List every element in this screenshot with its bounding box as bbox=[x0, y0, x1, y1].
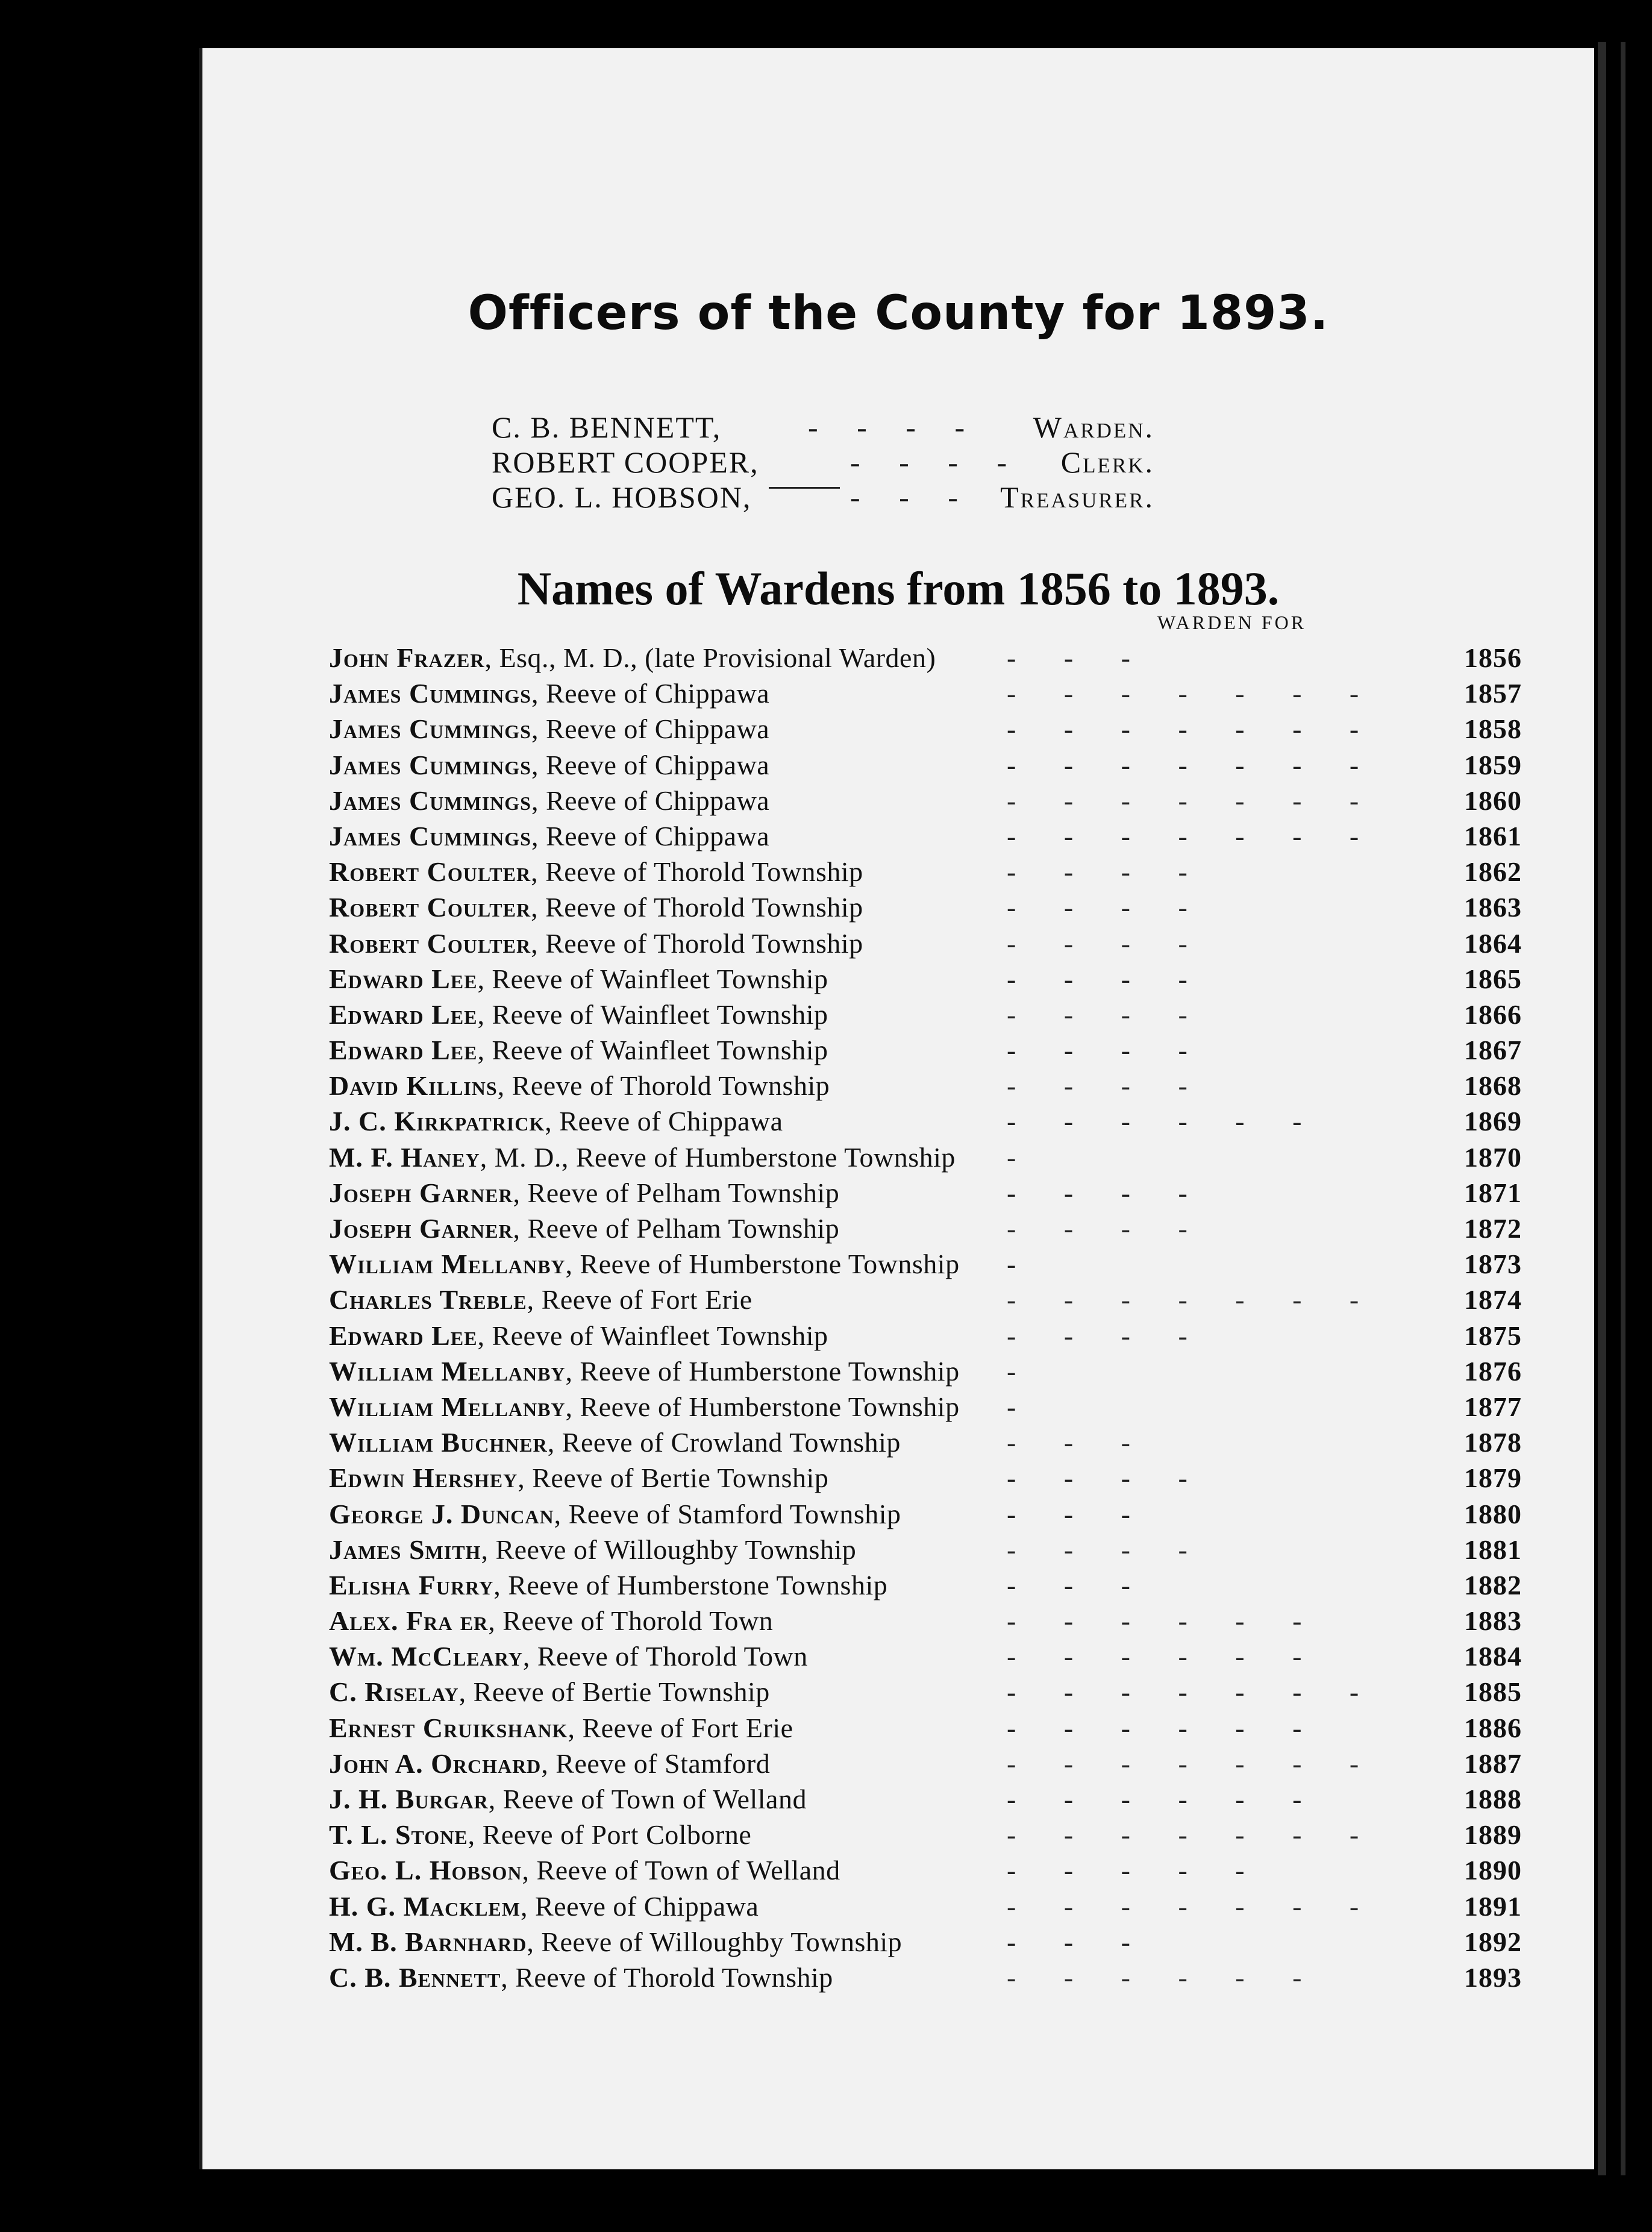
warden-name: J. C. Kirkpatrick bbox=[329, 1106, 545, 1137]
warden-year: 1885 bbox=[1464, 1676, 1522, 1708]
warden-role: , Reeve of Wainfleet Township bbox=[477, 998, 828, 1030]
warden-year: 1863 bbox=[1464, 892, 1522, 923]
warden-year: 1874 bbox=[1464, 1284, 1522, 1315]
warden-row bbox=[329, 1781, 1522, 1817]
officer-name: C. B. BENNETT, bbox=[492, 410, 722, 444]
warden-role: , Reeve of Thorold Township bbox=[497, 1070, 830, 1102]
warden-role: , Esq., M. D., (late Provisional Warden) bbox=[484, 642, 936, 673]
wardens-list bbox=[329, 640, 1522, 1995]
warden-role: , Reeve of Humberstone Township bbox=[565, 1391, 960, 1422]
warden-role: , Reeve of Humberstone Township bbox=[493, 1569, 888, 1600]
warden-name: Wm. McCleary bbox=[329, 1641, 523, 1672]
page-edge-shadow-outer bbox=[1621, 42, 1625, 2175]
warden-row bbox=[329, 1282, 1522, 1317]
document-page bbox=[199, 48, 1594, 2169]
warden-row bbox=[329, 854, 1522, 889]
warden-year: 1888 bbox=[1464, 1784, 1522, 1814]
warden-year: 1892 bbox=[1464, 1926, 1522, 1957]
warden-role: , Reeve of Wainfleet Township bbox=[477, 963, 828, 994]
warden-name: M. B. Barnhard bbox=[329, 1926, 527, 1957]
warden-row bbox=[329, 1068, 1522, 1103]
warden-year: 1867 bbox=[1464, 1035, 1522, 1066]
warden-name: William Mellanby bbox=[329, 1249, 566, 1280]
warden-year: 1873 bbox=[1464, 1249, 1522, 1280]
warden-role: , Reeve of Town of Welland bbox=[488, 1784, 807, 1814]
leader-dashes: - - - - - - - bbox=[1007, 1890, 1380, 1922]
column-header: WARDEN FOR bbox=[1157, 612, 1307, 633]
warden-role: , Reeve of Wainfleet Township bbox=[477, 1320, 828, 1351]
warden-row bbox=[329, 1746, 1522, 1781]
warden-name: Robert Coulter bbox=[329, 927, 531, 959]
warden-name: James Smith bbox=[329, 1534, 481, 1565]
warden-year: 1862 bbox=[1464, 856, 1522, 888]
leader-dashes: - - - - - - - bbox=[1007, 749, 1380, 780]
warden-name: William Buchner bbox=[329, 1427, 548, 1458]
warden-name: C. Riselay bbox=[329, 1676, 459, 1708]
warden-role: , M. D., Reeve of Humberstone Township bbox=[480, 1141, 956, 1173]
warden-role: , Reeve of Thorold Township bbox=[501, 1961, 833, 1993]
warden-year: 1889 bbox=[1464, 1819, 1522, 1851]
warden-role: , Reeve of Chippawa bbox=[520, 1890, 759, 1922]
warden-name: William Mellanby bbox=[329, 1355, 566, 1387]
warden-year: 1878 bbox=[1464, 1427, 1522, 1458]
warden-role: , Reeve of Chippawa bbox=[531, 749, 770, 780]
warden-row bbox=[329, 926, 1522, 961]
warden-name: T. L. Stone bbox=[329, 1819, 468, 1851]
warden-row bbox=[329, 1638, 1522, 1674]
section-heading: Names of Wardens from 1856 to 1893. bbox=[517, 562, 1280, 615]
warden-year: 1871 bbox=[1464, 1177, 1522, 1208]
warden-role: , Reeve of Town of Welland bbox=[522, 1855, 840, 1886]
leader-dashes: - - - - - - - bbox=[1007, 820, 1380, 851]
warden-year: 1868 bbox=[1464, 1070, 1522, 1102]
warden-year: 1859 bbox=[1464, 749, 1522, 780]
warden-row bbox=[329, 1567, 1522, 1603]
warden-role: , Reeve of Humberstone Township bbox=[565, 1249, 960, 1280]
warden-row bbox=[329, 1817, 1522, 1852]
warden-row bbox=[329, 997, 1522, 1032]
warden-role: , Reeve of Bertie Township bbox=[458, 1676, 770, 1708]
page-title: Officers of the County for 1893. bbox=[468, 286, 1329, 340]
leader-dashes: - - - - - - bbox=[1007, 1784, 1322, 1814]
warden-name: John Frazer bbox=[329, 642, 485, 673]
warden-row bbox=[329, 640, 1522, 676]
warden-year: 1870 bbox=[1464, 1141, 1522, 1173]
leader-dashes: - - - - bbox=[1007, 856, 1208, 888]
warden-row bbox=[329, 1710, 1522, 1746]
warden-role: , Reeve of Thorold Township bbox=[531, 856, 863, 888]
warden-year: 1876 bbox=[1464, 1355, 1522, 1387]
warden-role: , Reeve of Port Colborne bbox=[468, 1819, 752, 1851]
officer-name: ROBERT COOPER, bbox=[492, 445, 759, 479]
warden-name: Geo. L. Hobson bbox=[329, 1855, 522, 1886]
warden-row bbox=[329, 1246, 1522, 1282]
warden-row bbox=[329, 1389, 1522, 1425]
warden-name: Alex. Fra er bbox=[329, 1605, 489, 1637]
warden-year: 1890 bbox=[1464, 1855, 1522, 1886]
warden-year: 1883 bbox=[1464, 1605, 1522, 1637]
warden-name: Joseph Garner bbox=[329, 1213, 513, 1244]
warden-row bbox=[329, 1960, 1522, 1995]
warden-row bbox=[329, 747, 1522, 783]
leader-dashes: - - - - bbox=[1007, 998, 1208, 1030]
leader-dashes: - - - - bbox=[808, 410, 981, 444]
warden-row bbox=[329, 1852, 1522, 1888]
warden-row bbox=[329, 1318, 1522, 1353]
warden-row bbox=[329, 1532, 1522, 1567]
warden-role: , Reeve of Chippawa bbox=[531, 820, 770, 851]
warden-row bbox=[329, 818, 1522, 854]
warden-name: James Cummings bbox=[329, 678, 531, 709]
leader-dashes: - - - - bbox=[1007, 1035, 1208, 1066]
leader-dashes: - - - - - - bbox=[1007, 1712, 1322, 1743]
warden-name: James Cummings bbox=[329, 749, 531, 780]
warden-role: , Reeve of Pelham Township bbox=[513, 1213, 840, 1244]
leader-dashes: - - - - bbox=[1007, 927, 1208, 959]
warden-row bbox=[329, 1674, 1522, 1710]
warden-year: 1881 bbox=[1464, 1534, 1522, 1565]
warden-year: 1861 bbox=[1464, 820, 1522, 851]
warden-role: , Reeve of Thorold Township bbox=[531, 927, 863, 959]
warden-year: 1891 bbox=[1464, 1890, 1522, 1922]
warden-year: 1865 bbox=[1464, 963, 1522, 994]
warden-role: , Reeve of Chippawa bbox=[531, 713, 770, 745]
warden-role: , Reeve of Fort Erie bbox=[527, 1284, 752, 1315]
warden-row bbox=[329, 1460, 1522, 1496]
warden-year: 1877 bbox=[1464, 1391, 1522, 1422]
leader-dashes: - - - - - bbox=[1007, 1855, 1265, 1886]
warden-name: C. B. Bennett bbox=[329, 1961, 501, 1993]
warden-row bbox=[329, 1032, 1522, 1068]
leader-dashes: - - - bbox=[1007, 1926, 1151, 1957]
warden-name: H. G. Macklem bbox=[329, 1890, 521, 1922]
warden-name: James Cummings bbox=[329, 713, 531, 745]
warden-year: 1857 bbox=[1464, 678, 1522, 709]
warden-row bbox=[329, 1140, 1522, 1175]
warden-row bbox=[329, 711, 1522, 747]
warden-year: 1880 bbox=[1464, 1498, 1522, 1529]
warden-name: Edward Lee bbox=[329, 998, 478, 1030]
warden-name: Robert Coulter bbox=[329, 856, 531, 888]
leader-dashes: - - - - bbox=[1007, 1213, 1208, 1244]
warden-year: 1858 bbox=[1464, 713, 1522, 745]
warden-role: , Reeve of Humberstone Township bbox=[565, 1355, 960, 1387]
leader-dashes: - - - - bbox=[1007, 1320, 1208, 1351]
warden-row bbox=[329, 1103, 1522, 1139]
warden-year: 1882 bbox=[1464, 1569, 1522, 1600]
warden-year: 1860 bbox=[1464, 785, 1522, 816]
warden-name: J. H. Burgar bbox=[329, 1784, 489, 1814]
leader-dashes: - - - - - - - bbox=[1007, 785, 1380, 816]
warden-name: Edward Lee bbox=[329, 1320, 478, 1351]
page-edge-shadow bbox=[1598, 42, 1606, 2175]
warden-name: Charles Treble bbox=[329, 1284, 527, 1315]
warden-name: Joseph Garner bbox=[329, 1177, 513, 1208]
leader-dashes: - - - bbox=[1007, 1498, 1151, 1529]
warden-role: , Reeve of Fort Erie bbox=[568, 1712, 793, 1743]
warden-name: John A. Orchard bbox=[329, 1748, 542, 1779]
warden-year: 1856 bbox=[1464, 642, 1522, 673]
leader-dashes: - - - - - - bbox=[1007, 1106, 1322, 1137]
leader-dashes: - bbox=[1007, 1355, 1037, 1387]
warden-name: M. F. Haney bbox=[329, 1141, 480, 1173]
warden-name: James Cummings bbox=[329, 820, 531, 851]
warden-year: 1893 bbox=[1464, 1961, 1522, 1993]
warden-role: , Reeve of Crowland Township bbox=[547, 1427, 901, 1458]
warden-name: James Cummings bbox=[329, 785, 531, 816]
warden-role: , Reeve of Pelham Township bbox=[513, 1177, 840, 1208]
warden-year: 1875 bbox=[1464, 1320, 1522, 1351]
warden-year: 1869 bbox=[1464, 1106, 1522, 1137]
warden-year: 1886 bbox=[1464, 1712, 1522, 1743]
leader-dashes: - - - - bbox=[1007, 1177, 1208, 1208]
warden-role: , Reeve of Chippawa bbox=[531, 678, 770, 709]
leader-dashes: - - - - - - - bbox=[1007, 1748, 1380, 1779]
leader-dashes: - - - - - - - bbox=[1007, 1819, 1380, 1851]
leader-dashes: - - - - - - bbox=[1007, 1641, 1322, 1672]
warden-role: , Reeve of Willoughby Township bbox=[481, 1534, 857, 1565]
leader-dashes: - - - - bbox=[1007, 1462, 1208, 1494]
warden-row bbox=[329, 961, 1522, 997]
warden-role: , Reeve of Willoughby Township bbox=[527, 1926, 903, 1957]
leader-dashes: - bbox=[1007, 1391, 1037, 1422]
leader-dashes: - - - - bbox=[1007, 1070, 1208, 1102]
warden-name: Ernest Cruikshank bbox=[329, 1712, 568, 1743]
officer-title: Treasurer. bbox=[1000, 480, 1154, 514]
warden-name: Elisha Furry bbox=[329, 1569, 494, 1600]
warden-role: , Reeve of Thorold Town bbox=[488, 1605, 774, 1637]
leader-dashes: - - - - bbox=[1007, 1534, 1208, 1565]
warden-role: , Reeve of Chippawa bbox=[545, 1106, 783, 1137]
warden-row bbox=[329, 676, 1522, 711]
warden-row bbox=[329, 1889, 1522, 1924]
warden-role: , Reeve of Bertie Township bbox=[518, 1462, 829, 1494]
warden-name: Edward Lee bbox=[329, 963, 478, 994]
warden-name: George J. Duncan bbox=[329, 1498, 554, 1529]
warden-row bbox=[329, 1603, 1522, 1638]
leader-dashes: - - - - - - - bbox=[1007, 678, 1380, 709]
leader-dashes: - - - bbox=[850, 480, 974, 514]
officer-title: Warden. bbox=[1033, 410, 1154, 444]
warden-row bbox=[329, 1353, 1522, 1389]
warden-role: , Reeve of Thorold Town bbox=[522, 1641, 808, 1672]
warden-name: Robert Coulter bbox=[329, 892, 531, 923]
warden-name: Edwin Hershey bbox=[329, 1462, 518, 1494]
leader-dashes: - - - - - - - bbox=[1007, 1676, 1380, 1708]
section-divider bbox=[769, 487, 840, 489]
warden-row bbox=[329, 1175, 1522, 1211]
warden-year: 1866 bbox=[1464, 998, 1522, 1030]
leader-dashes: - bbox=[1007, 1141, 1037, 1173]
warden-name: William Mellanby bbox=[329, 1391, 566, 1422]
warden-row bbox=[329, 1425, 1522, 1460]
warden-row bbox=[329, 1211, 1522, 1246]
warden-year: 1864 bbox=[1464, 927, 1522, 959]
warden-role: , Reeve of Wainfleet Township bbox=[477, 1035, 828, 1066]
leader-dashes: - - - - - - - bbox=[1007, 713, 1380, 745]
officer-row-treasurer bbox=[492, 480, 1154, 523]
warden-year: 1879 bbox=[1464, 1462, 1522, 1494]
leader-dashes: - - - - - - bbox=[1007, 1605, 1322, 1637]
warden-row bbox=[329, 1496, 1522, 1532]
warden-role: , Reeve of Thorold Township bbox=[531, 892, 863, 923]
warden-role: , Reeve of Stamford bbox=[541, 1748, 771, 1779]
warden-row bbox=[329, 1924, 1522, 1960]
officer-title: Clerk. bbox=[1060, 445, 1154, 479]
leader-dashes: - - - bbox=[1007, 1569, 1151, 1600]
leader-dashes: - - - bbox=[1007, 642, 1151, 673]
warden-year: 1872 bbox=[1464, 1213, 1522, 1244]
warden-name: Edward Lee bbox=[329, 1035, 478, 1066]
warden-year: 1884 bbox=[1464, 1641, 1522, 1672]
warden-row bbox=[329, 783, 1522, 818]
warden-name: David Killins bbox=[329, 1070, 498, 1102]
leader-dashes: - - - - - - bbox=[1007, 1961, 1322, 1993]
officer-name: GEO. L. HOBSON, bbox=[492, 480, 752, 514]
warden-row bbox=[329, 889, 1522, 925]
warden-role: , Reeve of Stamford Township bbox=[554, 1498, 901, 1529]
leader-dashes: - - - - bbox=[1007, 963, 1208, 994]
leader-dashes: - - - - bbox=[850, 445, 1023, 479]
leader-dashes: - - - bbox=[1007, 1427, 1151, 1458]
leader-dashes: - - - - - - - bbox=[1007, 1284, 1380, 1315]
warden-role: , Reeve of Chippawa bbox=[531, 785, 770, 816]
warden-year: 1887 bbox=[1464, 1748, 1522, 1779]
leader-dashes: - - - - bbox=[1007, 892, 1208, 923]
leader-dashes: - bbox=[1007, 1249, 1037, 1280]
